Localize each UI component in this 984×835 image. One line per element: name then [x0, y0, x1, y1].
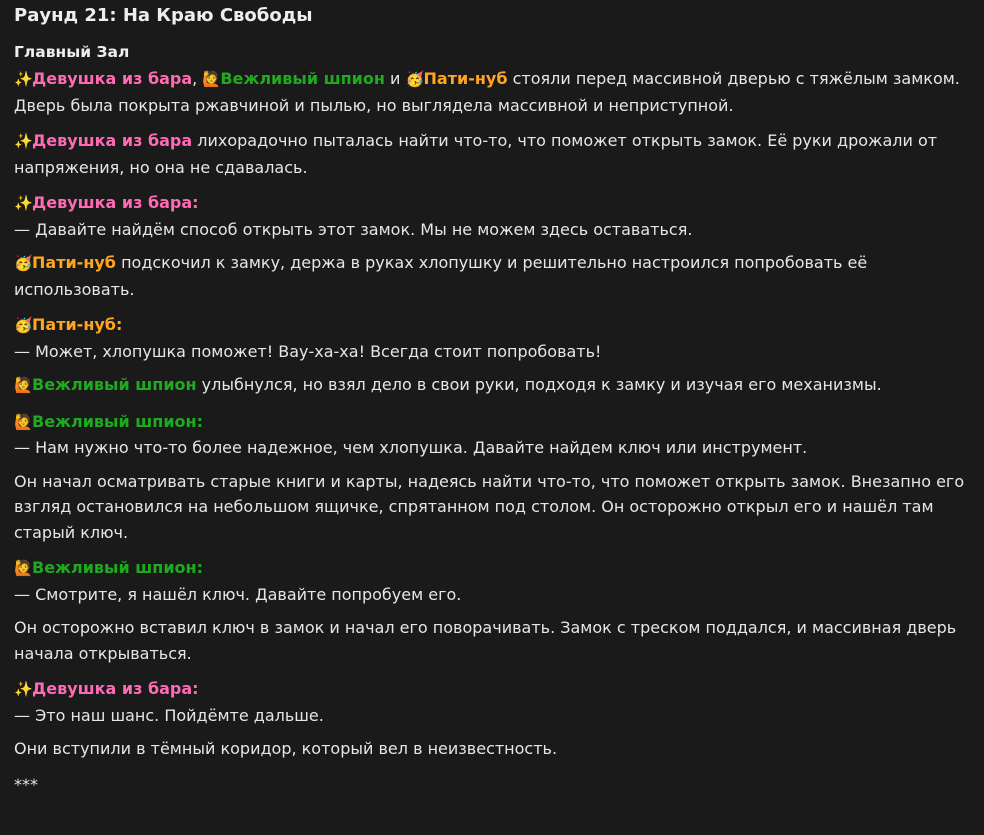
speaker-bar-girl: Девушка из бара: [32, 679, 193, 698]
dialogue-line: — Может, хлопушка поможет! Вау-ха-ха! Всегда стоит попробовать!: [14, 341, 602, 361]
colon: :: [196, 558, 203, 577]
conjunction-and: и: [390, 69, 401, 88]
narration-search: [14, 469, 970, 546]
party-face-icon: 🥳: [14, 316, 33, 334]
dialogue-spy: [14, 555, 970, 607]
colon: :: [196, 411, 203, 431]
speaker-spy: Вежливый шпион: [220, 69, 385, 88]
location-label: Главный Зал: [14, 43, 130, 61]
speaker-spy: Вежливый шпион: [32, 411, 197, 431]
dialogue-line: — Это наш шанс. Пойдёмте дальше.: [14, 705, 324, 725]
narration-corridor: [14, 736, 970, 762]
dialogue-spy: [14, 409, 970, 461]
colon: :: [115, 315, 123, 334]
narration-bar-girl: [14, 128, 970, 180]
raising-hand-woman-icon: 🙋: [14, 559, 33, 577]
dialogue-noob: [14, 312, 970, 364]
dialogue-line: — Давайте найдём способ открыть этот замок. Мы не можем здесь оставаться.: [14, 219, 693, 239]
narration-text: Они вступили в тёмный коридор, который вел в неизвестность.: [14, 739, 558, 758]
narration-text: стояли перед массивной дверью с тяжёлым замком. Дверь была покрыта ржавчиной и пылью, но выглядела массивной и неприступной.: [14, 69, 960, 115]
sparkles-icon: ✨: [14, 70, 33, 88]
comma: ,: [192, 69, 198, 88]
party-face-icon: 🥳: [14, 254, 33, 272]
dialogue-bar-girl: [14, 676, 970, 728]
speaker-noob: Пати-нуб: [32, 315, 116, 334]
dialogue-line: — Нам нужно что-то более надежное, чем хлопушка. Давайте найдем ключ или инструмент.: [14, 438, 808, 457]
raising-hand-woman-icon: 🙋: [14, 412, 33, 431]
speaker-spy: Вежливый шпион: [32, 375, 197, 394]
narration-text: подскочил к замку, держа в руках хлопушку и решительно настроился попробовать её использовать.: [14, 253, 868, 299]
speaker-noob: Пати-нуб: [32, 253, 116, 272]
narration-text: Он осторожно вставил ключ в замок и начал его поворачивать. Замок с треском поддался, и массивная дверь начала открываться.: [14, 618, 957, 663]
speaker-bar-girl: Девушка из бара: [32, 193, 193, 212]
narration-text: Он начал осматривать старые книги и карты, надеясь найти что-то, что поможет открыть замок. Внезапно его взгляд остановился на небольшом ящичке, спрятанном под столом. Он осторожно открыл его и нашёл там старый ключ.: [14, 471, 965, 542]
narration-text: лихорадочно пыталась найти что-то, что поможет открыть замок. Её руки дрожали от напряжения, но она не сдавалась.: [14, 131, 938, 177]
sparkles-icon: ✨: [14, 194, 33, 212]
round-title: Раунд 21: На Краю Свободы: [14, 5, 313, 26]
sparkles-icon: ✨: [14, 132, 33, 150]
speaker-spy: Вежливый шпион: [32, 558, 197, 577]
narration-door: [14, 615, 970, 666]
colon: :: [192, 679, 199, 698]
dialogue-bar-girl: [14, 190, 970, 242]
narration-text: улыбнулся, но взял дело в свои руки, подходя к замку и изучая его механизмы.: [201, 375, 882, 394]
speaker-bar-girl: Девушка из бара: [32, 131, 193, 150]
colon: :: [192, 193, 199, 212]
raising-hand-woman-icon: 🙋: [14, 376, 33, 394]
end-mark: ***: [14, 774, 38, 794]
narration-noob: [14, 250, 970, 302]
dialogue-line: — Смотрите, я нашёл ключ. Давайте попробуем его.: [14, 584, 462, 604]
narration-spy: [14, 372, 970, 399]
sparkles-icon: ✨: [14, 680, 33, 698]
raising-hand-woman-icon: 🙋: [202, 70, 222, 88]
party-face-icon: 🥳: [405, 70, 425, 88]
speaker-noob: Пати-нуб: [423, 69, 508, 88]
narration-intro: [14, 66, 970, 118]
speaker-bar-girl: Девушка из бара: [32, 69, 193, 88]
